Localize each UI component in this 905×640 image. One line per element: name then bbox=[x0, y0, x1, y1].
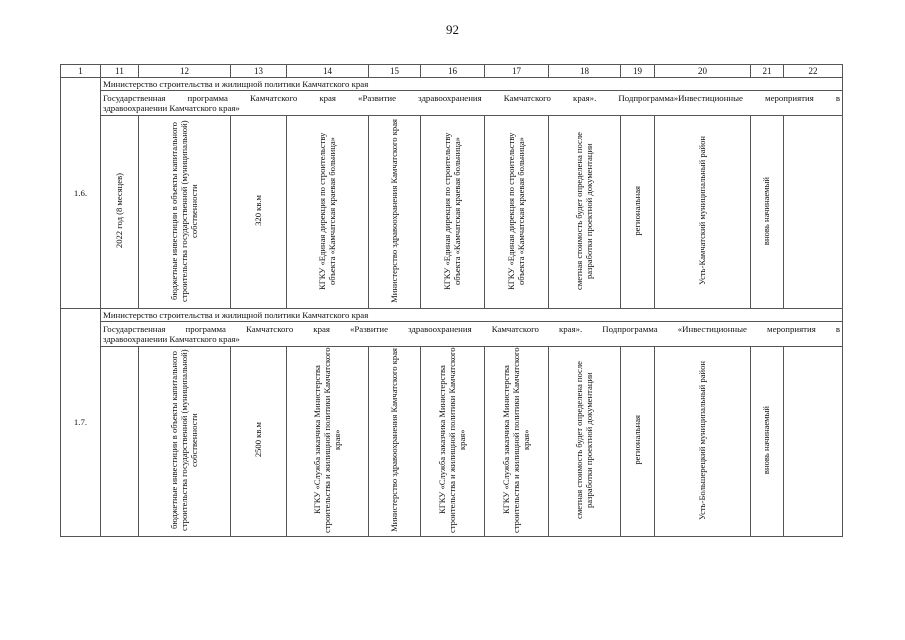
cell-text: 2022 год (8 месяцев) bbox=[113, 173, 124, 249]
header-cell: 15 bbox=[369, 65, 421, 78]
table-cell bbox=[784, 116, 843, 309]
table-cell bbox=[231, 347, 287, 537]
cell-text: региональная bbox=[631, 185, 642, 236]
header-cell: 22 bbox=[784, 65, 843, 78]
cell-text: Усть-Большерецкий муниципальный район bbox=[696, 360, 707, 520]
table-cell bbox=[485, 116, 549, 309]
table-cell bbox=[101, 347, 139, 537]
table-row bbox=[61, 91, 843, 116]
table-cell bbox=[287, 347, 369, 537]
table-cell bbox=[655, 116, 751, 309]
table-row bbox=[61, 309, 843, 322]
program-line: Государственная программа Камчатского края «Развитие здравоохранения Камчатского края». Подпрограмма «Инвестиционные мероприятия в bbox=[103, 323, 840, 334]
ministry-name: Министерство строительства и жилищной политики Камчатского края bbox=[101, 78, 843, 91]
program-name bbox=[101, 91, 843, 116]
ministry-name: Министерство строительства и жилищной политики Камчатского края bbox=[101, 309, 843, 322]
header-row bbox=[61, 65, 843, 78]
cell-text: вновь начинаемый bbox=[761, 176, 772, 245]
header-cell: 18 bbox=[549, 65, 621, 78]
page-number: 92 bbox=[446, 22, 459, 37]
header-cell: 1 bbox=[61, 65, 101, 78]
cell-text: бюджетные инвестиции в объекты капитального строительства государственной (муниципальной) собственности bbox=[168, 349, 199, 531]
cell-text: вновь начинаемый bbox=[761, 405, 772, 475]
table-cell bbox=[139, 347, 231, 537]
cell-text: КГКУ «Служба заказчика Министерства строительства и жилищной политики Камчатского края» bbox=[311, 347, 342, 533]
table-cell bbox=[369, 347, 421, 537]
row-number: 1.6. bbox=[61, 78, 101, 309]
cell-text: бюджетные инвестиции в объекты капитального строительства государственной (муниципальной) собственности bbox=[168, 119, 199, 302]
header-cell: 14 bbox=[287, 65, 369, 78]
table-row bbox=[61, 322, 843, 347]
table-cell bbox=[621, 116, 655, 309]
table-cell bbox=[751, 347, 784, 537]
program-line: здравоохранении Камчатского края» bbox=[103, 334, 240, 344]
table-row bbox=[61, 347, 843, 537]
table-cell bbox=[421, 347, 485, 537]
cell-text: КГКУ «Единая дирекция по строительству объекта «Камчатская краевая больница» bbox=[505, 131, 526, 290]
cell-text: региональная bbox=[631, 415, 642, 465]
program-line: здравоохранении Камчатского края» bbox=[103, 103, 240, 113]
table-cell bbox=[101, 116, 139, 309]
cell-text: КГКУ «Единая дирекция по строительству объекта «Камчатская краевая больница» bbox=[316, 131, 337, 290]
cell-text: Министерство здравоохранения Камчатского края bbox=[388, 118, 399, 303]
table-cell bbox=[139, 116, 231, 309]
cell-text: 2500 кв.м bbox=[252, 422, 263, 458]
investment-table bbox=[60, 64, 843, 537]
table-cell bbox=[784, 347, 843, 537]
table-cell bbox=[549, 347, 621, 537]
header-cell: 13 bbox=[231, 65, 287, 78]
table-cell bbox=[751, 116, 784, 309]
cell-text: сметная стоимость будет определена после разработки проектной документации bbox=[573, 361, 594, 519]
program-name bbox=[101, 322, 843, 347]
header-cell: 12 bbox=[139, 65, 231, 78]
cell-text: сметная стоимость будет определена после разработки проектной документации bbox=[573, 131, 594, 290]
cell-text: КГКУ «Служба заказчика Министерства строительства и жилищной политики Камчатского края» bbox=[500, 347, 531, 533]
header-cell: 11 bbox=[101, 65, 139, 78]
header-cell: 20 bbox=[655, 65, 751, 78]
program-line: Государственная программа Камчатского края «Развитие здравоохранения Камчатского края». Подпрограмма»Инвестиционные мероприятия в bbox=[103, 92, 840, 103]
table-row bbox=[61, 78, 843, 91]
header-cell: 16 bbox=[421, 65, 485, 78]
table-cell bbox=[655, 347, 751, 537]
table-cell bbox=[485, 347, 549, 537]
table-cell bbox=[287, 116, 369, 309]
table-cell bbox=[421, 116, 485, 309]
header-cell: 17 bbox=[485, 65, 549, 78]
table-row bbox=[61, 116, 843, 309]
header-cell: 19 bbox=[621, 65, 655, 78]
cell-text: КГКУ «Служба заказчика Министерства строительства и жилищной политики Камчатского края» bbox=[436, 347, 467, 533]
table-cell bbox=[369, 116, 421, 309]
header-cell: 21 bbox=[751, 65, 784, 78]
row-number: 1.7. bbox=[61, 309, 101, 537]
table-cell bbox=[549, 116, 621, 309]
table-cell bbox=[231, 116, 287, 309]
cell-text: Министерство здравоохранения Камчатского края bbox=[388, 348, 399, 532]
cell-text: 320 кв.м bbox=[252, 195, 263, 226]
cell-text: Усть-Камчатский муниципальный район bbox=[696, 136, 707, 286]
cell-text: КГКУ «Единая дирекция по строительству объекта «Камчатская краевая больница» bbox=[441, 131, 462, 290]
table-cell bbox=[621, 347, 655, 537]
